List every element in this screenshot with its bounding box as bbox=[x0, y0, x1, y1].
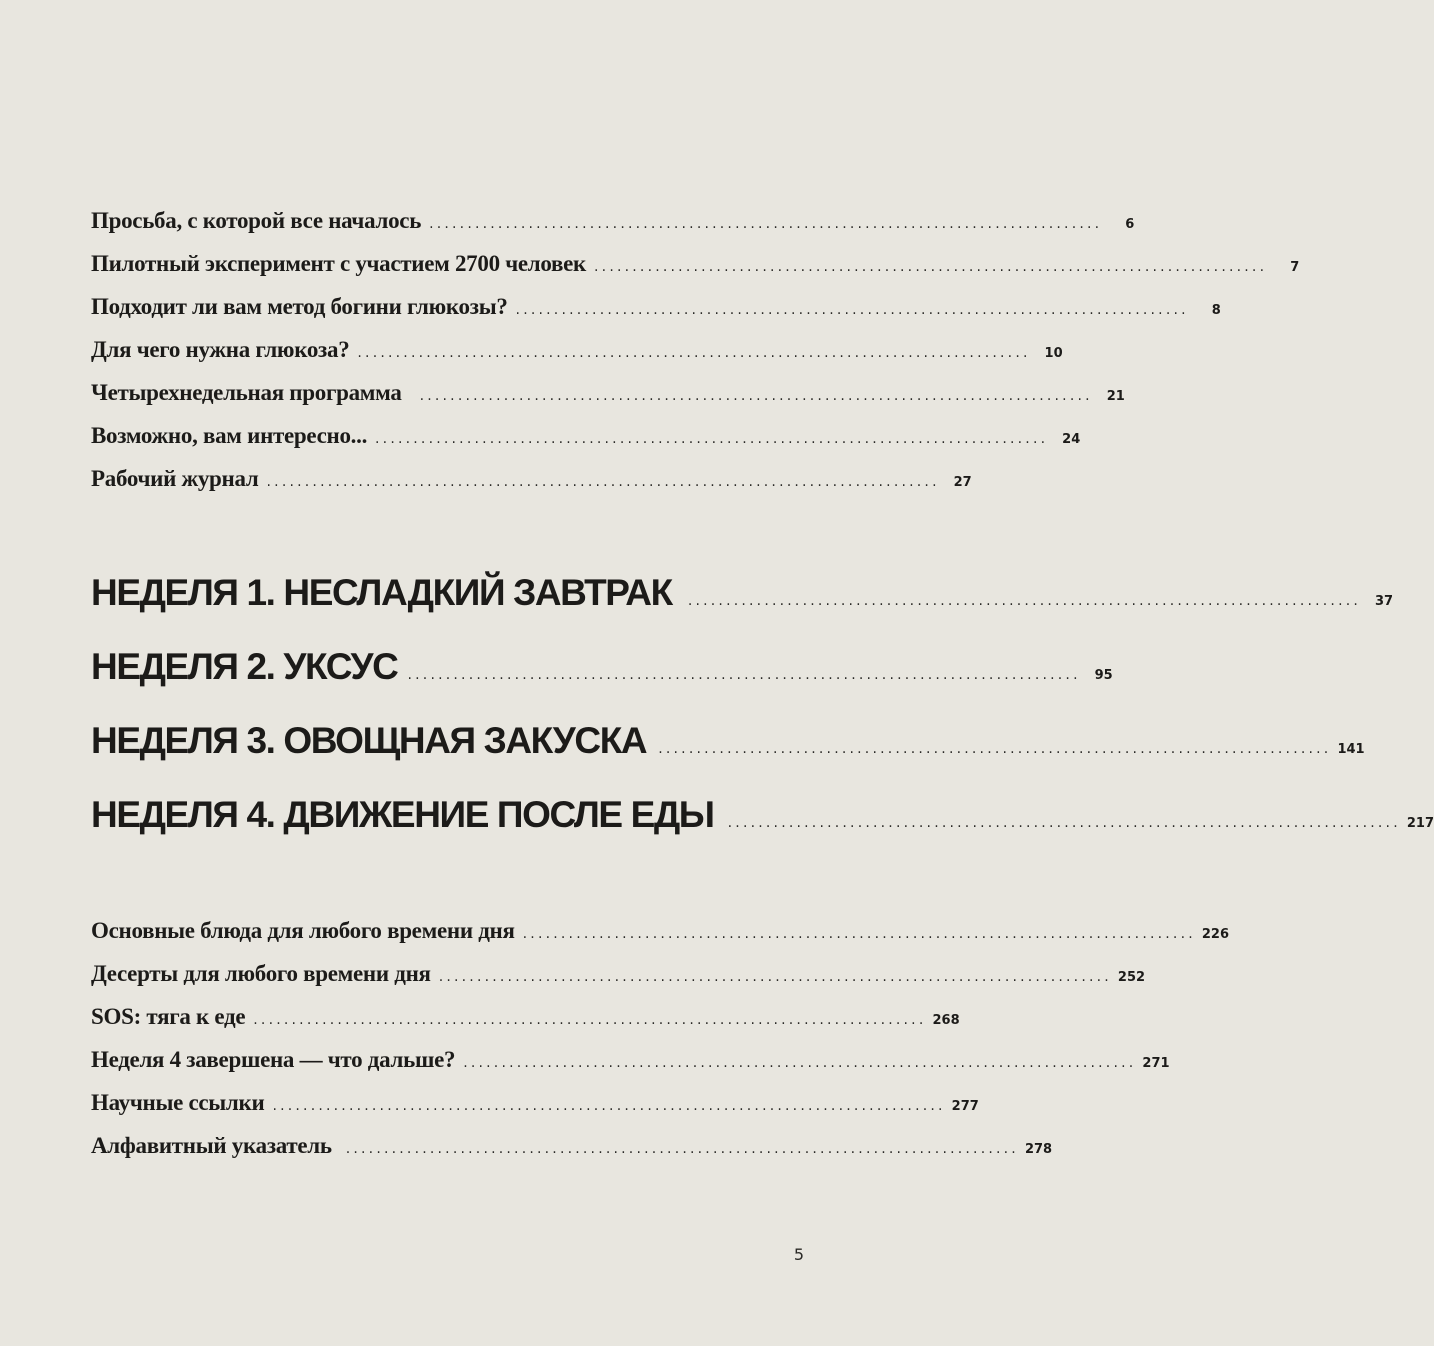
toc-leader-dots: ........................................................................................ bbox=[253, 1012, 927, 1028]
toc-entry[interactable] bbox=[91, 466, 972, 492]
toc-week-page: 37 bbox=[1374, 594, 1394, 609]
toc-entry-page: 252 bbox=[1117, 970, 1146, 985]
toc-week-entry[interactable] bbox=[91, 794, 1434, 836]
toc-entry[interactable] bbox=[91, 380, 1125, 406]
toc-leader-dots: ........................................................................................ bbox=[419, 388, 1093, 404]
toc-entry-title: Для чего нужна глюкоза? bbox=[91, 337, 350, 362]
toc-entry[interactable] bbox=[91, 208, 1135, 234]
toc-entry-page: 278 bbox=[1024, 1142, 1053, 1157]
toc-entry-page: 226 bbox=[1201, 927, 1230, 942]
toc-week-title: НЕДЕЛЯ 1. НЕСЛАДКИЙ ЗАВТРАК bbox=[91, 572, 672, 613]
toc-entry-page: 268 bbox=[932, 1013, 960, 1028]
toc-entry-title: Пилотный эксперимент с участием 2700 человек bbox=[91, 251, 587, 276]
toc-leader-dots: ........................................................................................ bbox=[438, 969, 1112, 985]
toc-entry-title: Рабочий журнал bbox=[91, 466, 259, 491]
toc-entry[interactable] bbox=[91, 961, 1146, 987]
toc-entry[interactable] bbox=[91, 423, 1081, 449]
toc-leader-dots: ........................................................................................ bbox=[463, 1055, 1137, 1071]
toc-leader-dots: ........................................................................................ bbox=[727, 815, 1401, 831]
toc-entry[interactable] bbox=[91, 337, 1063, 363]
toc-week-title: НЕДЕЛЯ 4. ДВИЖЕНИЕ ПОСЛЕ ЕДЫ bbox=[91, 794, 714, 835]
toc-entry-title: Алфавитный указатель bbox=[91, 1133, 332, 1158]
toc-entry-title: Подходит ли вам метод богини глюкозы? bbox=[91, 294, 508, 319]
toc-entry-page: 21 bbox=[1106, 389, 1125, 404]
toc-leader-dots: ........................................................................................ bbox=[345, 1141, 1019, 1157]
toc-leader-dots: ........................................................................................ bbox=[522, 926, 1196, 942]
toc-entry-page: 8 bbox=[1211, 303, 1221, 318]
toc-leader-dots: ........................................................................................ bbox=[594, 259, 1268, 275]
toc-entry-page: 10 bbox=[1044, 346, 1063, 361]
toc-leader-dots: ........................................................................................ bbox=[272, 1098, 946, 1114]
toc-entry[interactable] bbox=[91, 294, 1221, 320]
toc-entry-page: 27 bbox=[953, 475, 972, 490]
toc-entry-title: Десерты для любого времени дня bbox=[91, 961, 431, 986]
toc-entry-title: SOS: тяга к еде bbox=[91, 1004, 246, 1029]
toc-leader-dots: ........................................................................................ bbox=[515, 302, 1189, 318]
toc-entry-page: 24 bbox=[1062, 432, 1081, 447]
toc-week-entry[interactable] bbox=[91, 646, 1113, 688]
toc-week-page: 95 bbox=[1094, 668, 1113, 683]
toc-leader-dots: ........................................................................................ bbox=[357, 345, 1031, 361]
toc-entry-title: Неделя 4 завершена — что дальше? bbox=[91, 1047, 456, 1072]
toc-entry[interactable] bbox=[91, 1090, 979, 1116]
toc-entry-title: Просьба, с которой все началось bbox=[91, 208, 422, 233]
toc-entry[interactable] bbox=[91, 918, 1230, 944]
toc-leader-dots: ........................................................................................ bbox=[266, 474, 940, 490]
toc-entry-title: Четырехнедельная программа bbox=[91, 380, 402, 405]
toc-leader-dots: ........................................................................................ bbox=[658, 741, 1332, 757]
toc-entry-title: Научные ссылки bbox=[91, 1090, 265, 1115]
toc-week-entry[interactable] bbox=[91, 572, 1394, 614]
toc-leader-dots: ........................................................................................ bbox=[407, 667, 1081, 683]
toc-week-page: 141 bbox=[1337, 742, 1365, 757]
toc-entry-title: Возможно, вам интересно... bbox=[91, 423, 368, 448]
toc-leader-dots: ........................................................................................ bbox=[375, 431, 1049, 447]
toc-leader-dots: ........................................................................................ bbox=[687, 593, 1362, 609]
toc-entry-page: 271 bbox=[1142, 1056, 1170, 1071]
toc-entry-page: 6 bbox=[1125, 217, 1135, 232]
toc-entry[interactable] bbox=[91, 251, 1300, 277]
toc-leader-dots: ........................................................................................ bbox=[429, 216, 1103, 232]
toc-entry[interactable] bbox=[91, 1047, 1170, 1073]
toc-week-title: НЕДЕЛЯ 3. ОВОЩНАЯ ЗАКУСКА bbox=[91, 720, 647, 761]
toc-week-title: НЕДЕЛЯ 2. УКСУС bbox=[91, 646, 398, 687]
toc-entry-page: 277 bbox=[951, 1099, 979, 1114]
toc-entry[interactable] bbox=[91, 1133, 1053, 1159]
toc-entry[interactable] bbox=[91, 1004, 960, 1030]
toc-entry-title: Основные блюда для любого времени дня bbox=[91, 918, 515, 943]
toc-week-entry[interactable] bbox=[91, 720, 1365, 762]
page-number: 5 bbox=[793, 1245, 804, 1264]
toc-entry-page: 7 bbox=[1290, 260, 1300, 275]
toc-week-page: 217 bbox=[1406, 816, 1434, 831]
